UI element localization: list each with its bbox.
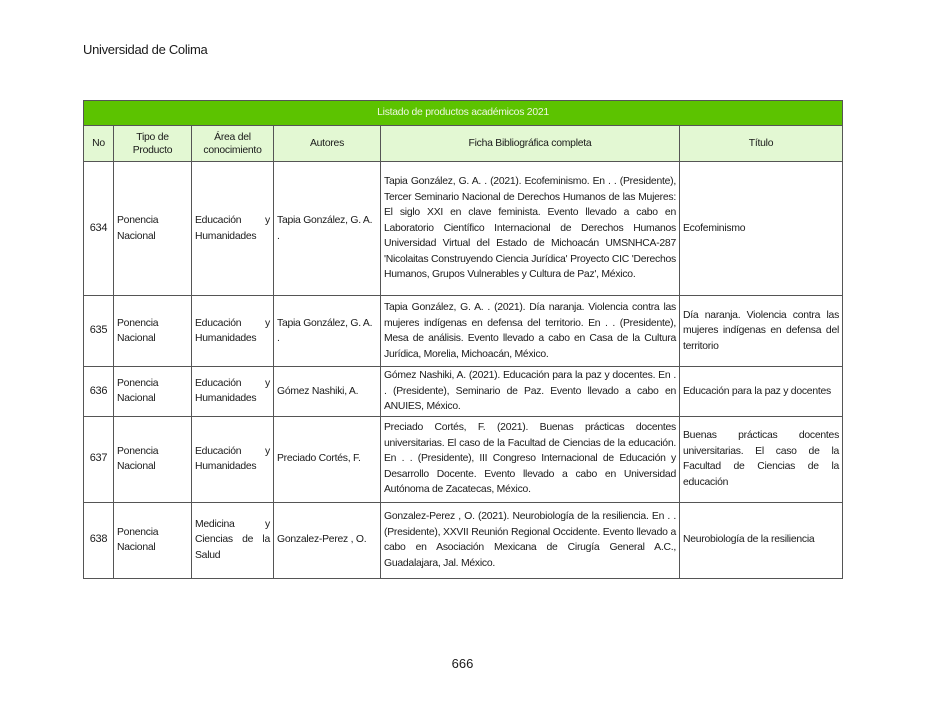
- cell-tipo: Ponencia Nacional: [114, 416, 192, 502]
- cell-titulo: Buenas prácticas docentes universitarias. El caso de la Facultad de Ciencias de la educación: [680, 416, 843, 502]
- cell-no: 634: [84, 162, 114, 296]
- cell-no: 638: [84, 502, 114, 578]
- table-title-row: [84, 101, 843, 126]
- cell-autores: Tapia González, G. A. .: [274, 162, 381, 296]
- table-row: [84, 416, 843, 502]
- column-header-ficha: Ficha Bibliográfica completa: [381, 126, 680, 162]
- table-row: [84, 162, 843, 296]
- column-header-titulo: Título: [680, 126, 843, 162]
- cell-area: Educación y Humanidades: [192, 416, 274, 502]
- cell-tipo: Ponencia Nacional: [114, 296, 192, 367]
- table-title: Listado de productos académicos 2021: [84, 101, 843, 126]
- cell-area: Educación y Humanidades: [192, 162, 274, 296]
- cell-ficha: Gonzalez-Perez , O. (2021). Neurobiología de la resiliencia. En . . (Presidente), XXVII Reunión Regional Occidente. Evento llevado a cabo en Asociación Mexicana de Cirugía General A.C., Guadalajara, Jal. México.: [381, 502, 680, 578]
- cell-autores: Gonzalez-Perez , O.: [274, 502, 381, 578]
- cell-titulo: Neurobiología de la resiliencia: [680, 502, 843, 578]
- cell-titulo: Día naranja. Violencia contra las mujeres indígenas en defensa del territorio: [680, 296, 843, 367]
- academic-products-table: [83, 100, 843, 579]
- cell-autores: Tapia González, G. A. .: [274, 296, 381, 367]
- table-row: [84, 502, 843, 578]
- cell-autores: Preciado Cortés, F.: [274, 416, 381, 502]
- table-row: [84, 367, 843, 417]
- cell-no: 637: [84, 416, 114, 502]
- column-header-no: No: [84, 126, 114, 162]
- cell-ficha: Preciado Cortés, F. (2021). Buenas prácticas docentes universitarias. El caso de la Facultad de Ciencias de la educación. En . . (Presidente), III Congreso Internacional de Educación y Desarrollo Docente. Evento llevado a cabo en Universidad Autónoma de Zacatecas, México.: [381, 416, 680, 502]
- table-row: [84, 296, 843, 367]
- document-header-institution: Universidad de Colima: [83, 42, 208, 57]
- cell-no: 635: [84, 296, 114, 367]
- cell-autores: Gómez Nashiki, A.: [274, 367, 381, 417]
- cell-area: Educación y Humanidades: [192, 367, 274, 417]
- column-header-area: Área del conocimiento: [192, 126, 274, 162]
- cell-tipo: Ponencia Nacional: [114, 502, 192, 578]
- cell-area: Educación y Humanidades: [192, 296, 274, 367]
- column-header-tipo: Tipo de Producto: [114, 126, 192, 162]
- cell-ficha: Tapia González, G. A. . (2021). Ecofeminismo. En . . (Presidente), Tercer Seminario Nacional de Derechos Humanos de las Mujeres: El siglo XXI en clave feminista. Evento llevado a cabo en Laboratorio Científico Internacional de Derechos Humanos Universidad Virtual del Estado de Michoacán UMSNHCA-287 'Nicolaitas Construyendo Ciencia Jurídica' Proyecto CIC 'Derechos Humanos, Grupos Vulnerables y Cultura de Paz', México.: [381, 162, 680, 296]
- cell-area: Medicina y Ciencias de la Salud: [192, 502, 274, 578]
- cell-ficha: Gómez Nashiki, A. (2021). Educación para la paz y docentes. En . . (Presidente), Seminario de Paz. Evento llevado a cabo en ANUIES, México.: [381, 367, 680, 417]
- cell-tipo: Ponencia Nacional: [114, 367, 192, 417]
- cell-ficha: Tapia González, G. A. . (2021). Día naranja. Violencia contra las mujeres indígenas en defensa del territorio. En . . (Presidente), Mesa de análisis. Evento llevado a cabo en Casa de la Cultura Jurídica, Morelia, Michoacán, México.: [381, 296, 680, 367]
- column-header-autores: Autores: [274, 126, 381, 162]
- page-number: 666: [451, 656, 474, 671]
- cell-titulo: Ecofeminismo: [680, 162, 843, 296]
- cell-tipo: Ponencia Nacional: [114, 162, 192, 296]
- cell-titulo: Educación para la paz y docentes: [680, 367, 843, 417]
- cell-no: 636: [84, 367, 114, 417]
- table-header-row: [84, 126, 843, 162]
